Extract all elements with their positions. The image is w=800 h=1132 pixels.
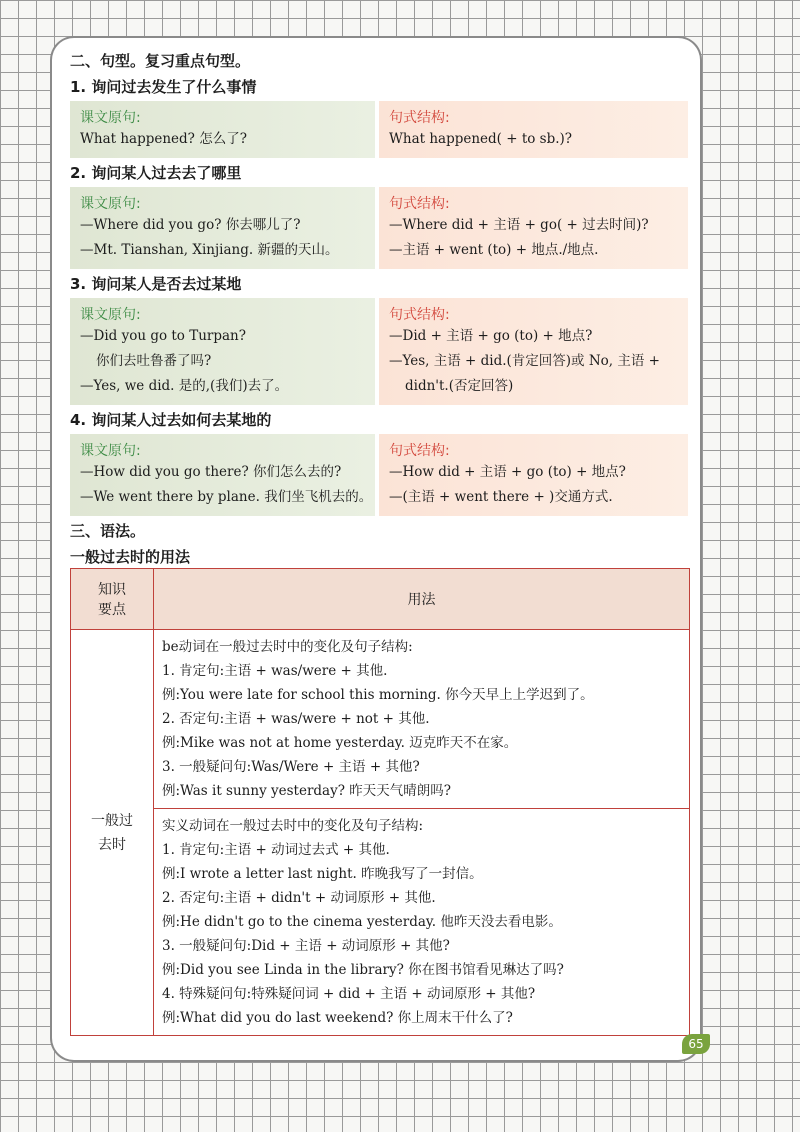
section2-title: 二、句型。复习重点句型。 — [70, 52, 251, 70]
knowledge-point — [71, 630, 154, 1036]
grammar-title: 一般过去时的用法 — [70, 548, 191, 566]
structure-line: —How did + 主语 + go (to) + 地点? — [389, 464, 626, 480]
pattern-row — [70, 298, 688, 405]
structure-label: 句式结构: — [389, 110, 450, 126]
header-point-line: 要点 — [98, 602, 126, 618]
page-number: 65 — [682, 1034, 710, 1054]
usage-line: 4. 特殊疑问句:特殊疑问词 + did + 主语 + 动词原形 + 其他? — [162, 986, 536, 1002]
original-line: —Yes, we did. 是的,(我们)去了。 — [80, 378, 289, 394]
original-box — [70, 101, 375, 158]
usage-line: 例:Mike was not at home yesterday. 迈克昨天不在家。 — [162, 735, 518, 751]
structure-line: —(主语 + went there + )交通方式. — [389, 489, 613, 505]
point-line: 去时 — [98, 836, 126, 853]
content-area — [70, 46, 688, 571]
structure-box — [379, 298, 688, 405]
usage-line: 例:He didn't go to the cinema yesterday. 他昨天没去看电影。 — [162, 914, 562, 930]
table-row — [71, 630, 690, 809]
original-label: 课文原句: — [80, 110, 141, 126]
original-line: —How did you go there? 你们怎么去的? — [80, 464, 342, 480]
original-line: What happened? 怎么了? — [80, 131, 247, 147]
usage-line: 例:Was it sunny yesterday? 昨天天气晴朗吗? — [162, 783, 451, 799]
original-line: —We went there by plane. 我们坐飞机去的。 — [80, 489, 373, 505]
usage-line: 例:Did you see Linda in the library? 你在图书馆看见琳达了吗? — [162, 962, 564, 978]
pattern-row — [70, 187, 688, 269]
point-line: 一般过 — [91, 812, 133, 829]
page-sheet — [52, 38, 700, 1060]
table-header-row — [71, 569, 690, 630]
original-box — [70, 187, 375, 269]
original-line: —Mt. Tianshan, Xinjiang. 新疆的天山。 — [80, 242, 339, 258]
structure-line: —Did + 主语 + go (to) + 地点? — [389, 328, 593, 344]
structure-line: —主语 + went (to) + 地点./地点. — [389, 242, 599, 258]
header-point — [71, 569, 154, 630]
header-usage: 用法 — [154, 569, 690, 630]
usage-line: 1. 肯定句:主语 + 动词过去式 + 其他. — [162, 842, 390, 858]
pattern-row — [70, 101, 688, 158]
original-label: 课文原句: — [80, 307, 141, 323]
structure-line: —Yes, 主语 + did.(肯定回答)或 No, 主语 + — [389, 353, 660, 369]
usage-line: 1. 肯定句:主语 + was/were + 其他. — [162, 663, 388, 679]
pattern-heading: 4. 询问某人过去如何去某地的 — [70, 411, 272, 429]
pattern-heading: 3. 询问某人是否去过某地 — [70, 275, 242, 293]
original-box — [70, 434, 375, 516]
section3-title: 三、语法。 — [70, 522, 146, 540]
usage-line: 3. 一般疑问句:Was/Were + 主语 + 其他? — [162, 759, 420, 775]
pattern-heading: 2. 询问某人过去去了哪里 — [70, 164, 242, 182]
structure-box — [379, 187, 688, 269]
structure-label: 句式结构: — [389, 196, 450, 212]
main-verb-usage — [154, 809, 690, 1036]
usage-line: 2. 否定句:主语 + didn't + 动词原形 + 其他. — [162, 890, 436, 906]
pattern-heading: 1. 询问过去发生了什么事情 — [70, 78, 257, 96]
structure-label: 句式结构: — [389, 307, 450, 323]
usage-line: 实义动词在一般过去时中的变化及句子结构: — [162, 818, 424, 834]
header-point-line: 知识 — [98, 582, 126, 598]
pattern-row — [70, 434, 688, 516]
usage-line: 例:You were late for school this morning. 你今天早上上学迟到了。 — [162, 687, 594, 703]
table-row — [71, 809, 690, 1036]
structure-box — [379, 434, 688, 516]
structure-line: didn't.(否定回答) — [405, 378, 514, 394]
usage-line: be动词在一般过去时中的变化及句子结构: — [162, 639, 413, 655]
original-label: 课文原句: — [80, 443, 141, 459]
original-label: 课文原句: — [80, 196, 141, 212]
structure-box — [379, 101, 688, 158]
original-line: 你们去吐鲁番了吗? — [96, 353, 212, 369]
be-verb-usage — [154, 630, 690, 809]
original-line: —Where did you go? 你去哪儿了? — [80, 217, 301, 233]
original-box — [70, 298, 375, 405]
usage-line: 3. 一般疑问句:Did + 主语 + 动词原形 + 其他? — [162, 938, 450, 954]
structure-label: 句式结构: — [389, 443, 450, 459]
usage-line: 例:I wrote a letter last night. 昨晚我写了一封信。 — [162, 866, 483, 882]
usage-line: 2. 否定句:主语 + was/were + not + 其他. — [162, 711, 430, 727]
usage-line: 例:What did you do last weekend? 你上周末干什么了? — [162, 1010, 513, 1026]
grammar-table — [70, 568, 690, 1036]
original-line: —Did you go to Turpan? — [80, 328, 246, 344]
structure-line: —Where did + 主语 + go( + 过去时间)? — [389, 217, 649, 233]
structure-line: What happened( + to sb.)? — [389, 131, 573, 147]
